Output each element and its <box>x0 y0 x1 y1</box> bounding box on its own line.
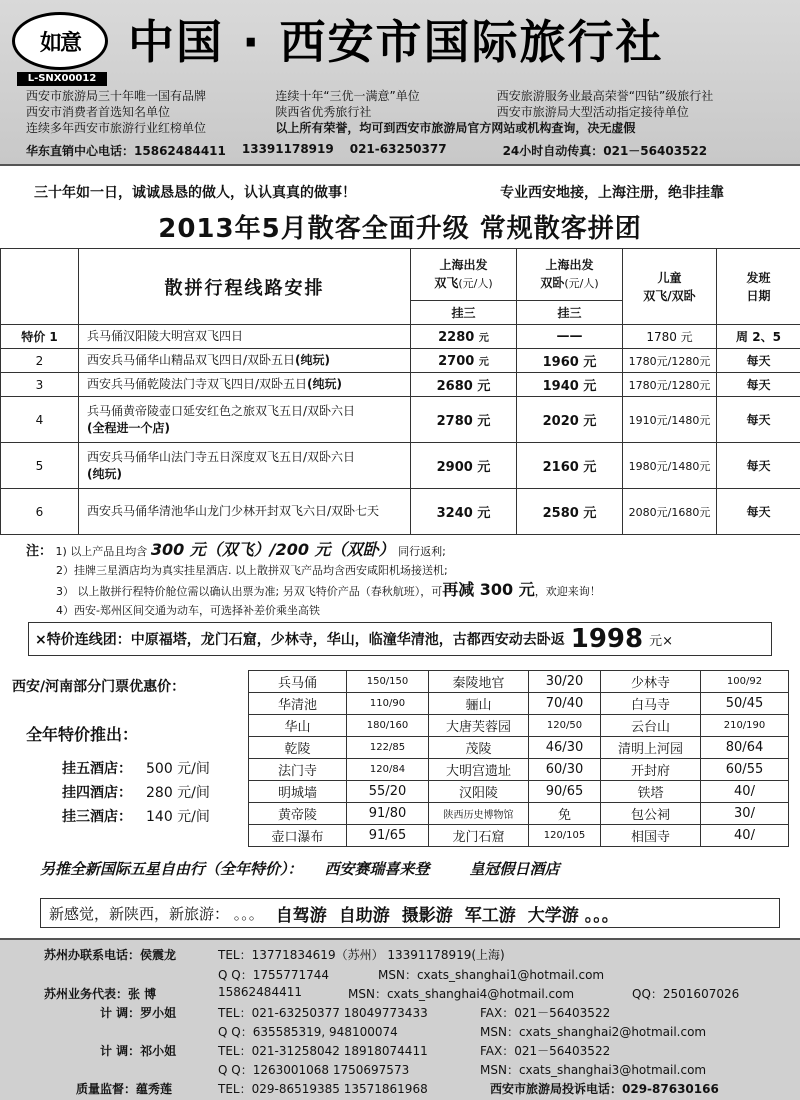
ticket-price: 免 <box>529 803 601 825</box>
table-row <box>249 671 789 693</box>
tickets-table <box>248 670 789 847</box>
ticket-price: 90/65 <box>529 781 601 803</box>
tour-types-box <box>40 898 780 928</box>
hotel-price-row: 挂五酒店： 500 元/间 <box>62 761 210 777</box>
special-line-box <box>28 622 772 656</box>
tour-type: 军工游 <box>464 905 516 926</box>
ticket-site: 秦陵地官 <box>429 671 529 693</box>
ticket-site: 大唐芙蓉园 <box>429 715 529 737</box>
row-number: 特价 1 <box>1 325 79 349</box>
honor-item: 西安市消费者首选知名单位 <box>26 105 171 119</box>
slogan-right: 专业西安地接，上海注册，绝非挂靠 <box>500 185 724 201</box>
ticket-site: 龙门石窟 <box>429 825 529 847</box>
route-name: 西安兵马俑华山精品双飞四日/双卧五日(纯玩) <box>79 349 411 373</box>
table-row <box>249 759 789 781</box>
price-child: 1780 元 <box>623 325 717 349</box>
price-sleeper: 2020 元 <box>517 397 623 443</box>
schedule: 每天 <box>717 489 800 535</box>
ticket-site: 明城墙 <box>249 781 347 803</box>
ticket-site: 云台山 <box>601 715 701 737</box>
ticket-site: 黄帝陵 <box>249 803 347 825</box>
contact-msn: MSN：cxats_shanghai1@hotmail.com <box>378 968 605 982</box>
contact-tel: TEL：021-63250377 18049773433 <box>218 1006 428 1020</box>
note-1: 注： 1) 以上产品且均含 300 元（双飞）/200 元（双卧） 同行返利; <box>26 540 446 559</box>
ticket-price: 100/92 <box>701 671 789 693</box>
note-2: 2）挂牌三星酒店均为真实挂星酒店. 以上散拼双飞产品均含西安咸阳机场接送机; <box>56 564 448 577</box>
price-child: 1980元/1480元 <box>623 443 717 489</box>
price-child: 1910元/1480元 <box>623 397 717 443</box>
table-row <box>1 325 800 349</box>
ticket-site: 白马寺 <box>601 693 701 715</box>
route-name: 兵马俑黄帝陵壶口延安红色之旅双飞五日/双卧六日 (全程进一个店) <box>79 397 411 443</box>
ticket-site: 大明宫遗址 <box>429 759 529 781</box>
promo-title: 2013年5月散客全面升级 常规散客拼团 <box>158 214 642 244</box>
ticket-site: 开封府 <box>601 759 701 781</box>
table-row <box>1 373 800 397</box>
route-name: 西安兵马俑乾陵法门寺双飞四日/双卧五日(纯玩) <box>79 373 411 397</box>
complaint-line: 西安市旅游局投诉电话：029-87630166 <box>490 1082 719 1096</box>
price-sleeper: —— <box>517 325 623 349</box>
price-child: 1780元/1280元 <box>623 373 717 397</box>
table-row <box>249 781 789 803</box>
honor-verify-note: 以上所有荣誉，均可到西安市旅游局官方网站或机构查询，决无虚假 <box>275 121 636 135</box>
sub-header-fly: 挂三 <box>411 301 517 325</box>
price-sleeper: 1960 元 <box>517 349 623 373</box>
price-fly: 2900 元 <box>411 443 517 489</box>
contact-msn: MSN：cxats_shanghai2@hotmail.com <box>480 1025 707 1039</box>
routes-table <box>0 248 800 535</box>
price-child: 1780元/1280元 <box>623 349 717 373</box>
ticket-price: 110/90 <box>347 693 429 715</box>
table-row <box>249 715 789 737</box>
table-row <box>1 489 800 535</box>
ticket-site: 清明上河园 <box>601 737 701 759</box>
contact-tel: TEL：13771834619（苏州） 13391178919(上海) <box>218 948 505 962</box>
ticket-site: 相国寺 <box>601 825 701 847</box>
honor-item: 西安市旅游局大型活动指定接待单位 <box>496 105 689 119</box>
route-name: 西安兵马俑华山法门寺五日深度双飞五日/双卧六日 (纯玩) <box>79 443 411 489</box>
special-line-unit: 元× <box>649 633 674 649</box>
tickets-title: 西安/河南部分门票优惠价： <box>12 679 186 695</box>
ticket-site: 乾陵 <box>249 737 347 759</box>
contact-qq: Q Q：1755771744 <box>218 968 330 982</box>
tour-type: 摄影游 <box>401 905 453 926</box>
tour-type: 自助游 <box>338 905 390 926</box>
contact-msn: MSN：cxats_shanghai4@hotmail.com <box>348 987 575 1001</box>
route-name: 兵马俑汉阳陵大明宫双飞四日 <box>79 325 411 349</box>
ticket-site: 陕西历史博物馆 <box>429 803 529 825</box>
ticket-price: 80/64 <box>701 737 789 759</box>
header-banner <box>0 0 800 166</box>
contact-label: 质量监督：蕴秀莲 <box>76 1082 173 1096</box>
ticket-price: 150/150 <box>347 671 429 693</box>
price-fly: 2780 元 <box>411 397 517 443</box>
contacts-panel <box>0 938 800 1100</box>
ticket-site: 骊山 <box>429 693 529 715</box>
ticket-price: 91/80 <box>347 803 429 825</box>
schedule: 每天 <box>717 349 800 373</box>
ticket-site: 铁塔 <box>601 781 701 803</box>
contact-msn: MSN：cxats_shanghai3@hotmail.com <box>480 1063 707 1077</box>
table-row <box>249 737 789 759</box>
ticket-site: 汉阳陵 <box>429 781 529 803</box>
ticket-site: 兵马俑 <box>249 671 347 693</box>
contact-label: 计 调：罗小姐 <box>100 1006 177 1020</box>
hotel-price-row: 挂四酒店： 280 元/间 <box>62 785 210 801</box>
slogan-left: 三十年如一日，诚诚恳恳的做人，认认真真的做事！ <box>34 185 356 201</box>
contact-label: 苏州业务代表：张 博 <box>44 987 157 1001</box>
table-row <box>249 803 789 825</box>
price-fly: 2280 元 <box>411 325 517 349</box>
price-sleeper: 2160 元 <box>517 443 623 489</box>
schedule: 每天 <box>717 397 800 443</box>
table-row <box>1 397 800 443</box>
hotline-phone: 15862484411 <box>134 144 226 158</box>
routes-corner <box>1 249 79 325</box>
ticket-site: 包公祠 <box>601 803 701 825</box>
col-header-sleeper: 上海出发 双卧(元/人) <box>517 249 623 301</box>
ticket-price: 120/84 <box>347 759 429 781</box>
routes-title: 散拼行程线路安排 <box>79 249 411 325</box>
ticket-site: 壶口瀑布 <box>249 825 347 847</box>
ticket-price: 60/30 <box>529 759 601 781</box>
contact-tel: TEL：029-86519385 13571861968 <box>218 1082 428 1096</box>
year-special-title: 全年特价推出： <box>26 725 139 744</box>
five-star-line: 另推全新国际五星自由行（全年特价）： 西安赛瑞喜来登 皇冠假日酒店 <box>40 860 560 878</box>
col-header-child: 儿童 双飞/双卧 <box>623 249 717 325</box>
note-4: 4）西安-郑州区间交通为动车，可选择补差价乘坐高铁 <box>56 604 320 617</box>
notes-block <box>26 540 796 620</box>
contact-label: 苏州办联系电话：侯震龙 <box>44 948 177 962</box>
table-row <box>249 693 789 715</box>
ticket-price: 70/40 <box>529 693 601 715</box>
honor-item: 西安市旅游局三十年唯一国有品牌 <box>26 89 207 103</box>
honor-item: 连续十年“三优一满意”单位 <box>275 89 420 103</box>
tour-type: 自驾游 <box>275 905 327 926</box>
contact-tel: 15862484411 <box>218 985 302 999</box>
col-header-schedule: 发班 日期 <box>717 249 800 325</box>
ticket-price: 91/65 <box>347 825 429 847</box>
logo-mark-icon: 如意 <box>39 29 80 56</box>
contact-qq: Q Q：635585319, 948100074 <box>218 1025 398 1039</box>
honor-list <box>26 88 786 136</box>
honor-item: 连续多年西安市旅游行业红榜单位 <box>26 121 207 135</box>
ticket-price: 122/85 <box>347 737 429 759</box>
contact-fax: FAX：021－56403522 <box>480 1006 611 1020</box>
hotline-phone: 021-63250377 <box>349 142 447 156</box>
ticket-site: 法门寺 <box>249 759 347 781</box>
schedule: 周 2、5 <box>717 325 800 349</box>
ticket-site: 少林寺 <box>601 671 701 693</box>
ticket-price: 180/160 <box>347 715 429 737</box>
contact-tel: TEL：021-31258042 18918074411 <box>218 1044 428 1058</box>
tour-lead: 新感觉，新陕西，新旅游： 。。。 <box>49 904 264 923</box>
route-name: 西安兵马俑华清池华山龙门少林开封双飞六日/双卧七天 <box>79 489 411 535</box>
license-code: L-SNX00012 <box>17 72 107 86</box>
table-row <box>1 443 800 489</box>
hotline-label: 华东直销中心电话： <box>26 144 135 158</box>
schedule: 每天 <box>717 373 800 397</box>
row-number: 4 <box>1 397 79 443</box>
row-number: 3 <box>1 373 79 397</box>
hotel-price-row: 挂三酒店： 140 元/间 <box>62 809 210 825</box>
note-3: 3） 以上散拼行程特价舱位需以确认出票为准; 另双飞特价产品（春秋航班），可再减 300 元，欢迎来询！ <box>56 580 601 599</box>
contact-label: 计 调：祁小姐 <box>100 1044 177 1058</box>
ticket-price: 120/50 <box>529 715 601 737</box>
ticket-price: 120/105 <box>529 825 601 847</box>
table-row <box>249 825 789 847</box>
ticket-price: 30/20 <box>529 671 601 693</box>
ticket-price: 60/55 <box>701 759 789 781</box>
company-title: 中国 · 西安市国际旅行社 <box>128 15 664 69</box>
ticket-site: 华清池 <box>249 693 347 715</box>
price-sleeper: 2580 元 <box>517 489 623 535</box>
ticket-site: 华山 <box>249 715 347 737</box>
ticket-price: 40/ <box>701 781 789 803</box>
price-sleeper: 1940 元 <box>517 373 623 397</box>
row-number: 2 <box>1 349 79 373</box>
price-fly: 2680 元 <box>411 373 517 397</box>
contact-fax: FAX：021－56403522 <box>480 1044 611 1058</box>
row-number: 6 <box>1 489 79 535</box>
special-line-text: ×特价连线团：中原福塔，龙门石窟，少林寺，华山，临潼华清池，古都西安动去卧返 <box>35 632 565 648</box>
hotline-row <box>26 142 707 159</box>
tour-type: 大学游 。。。 <box>527 905 619 926</box>
sub-header-sleeper: 挂三 <box>517 301 623 325</box>
price-child: 2080元/1680元 <box>623 489 717 535</box>
price-fly: 3240 元 <box>411 489 517 535</box>
ticket-price: 55/20 <box>347 781 429 803</box>
special-line-price: 1998 <box>570 624 644 654</box>
ticket-price: 30/ <box>701 803 789 825</box>
ticket-price: 50/45 <box>701 693 789 715</box>
schedule: 每天 <box>717 443 800 489</box>
row-number: 5 <box>1 443 79 489</box>
table-row <box>1 349 800 373</box>
fax-line: 24小时自动传真：021－56403522 <box>502 144 708 158</box>
price-fly: 2700 元 <box>411 349 517 373</box>
company-logo <box>12 12 108 70</box>
contact-qq: Q Q：1263001068 1750697573 <box>218 1063 410 1077</box>
col-header-fly: 上海出发 双飞(元/人) <box>411 249 517 301</box>
hotline-phone: 13391178919 <box>241 142 334 156</box>
ticket-price: 210/190 <box>701 715 789 737</box>
honor-item: 陕西省优秀旅行社 <box>275 105 372 119</box>
honor-item: 西安旅游服务业最高荣誉“四钻”级旅行社 <box>496 89 714 103</box>
ticket-price: 46/30 <box>529 737 601 759</box>
contact-qq: QQ：2501607026 <box>632 987 740 1001</box>
ticket-price: 40/ <box>701 825 789 847</box>
ticket-site: 茂陵 <box>429 737 529 759</box>
